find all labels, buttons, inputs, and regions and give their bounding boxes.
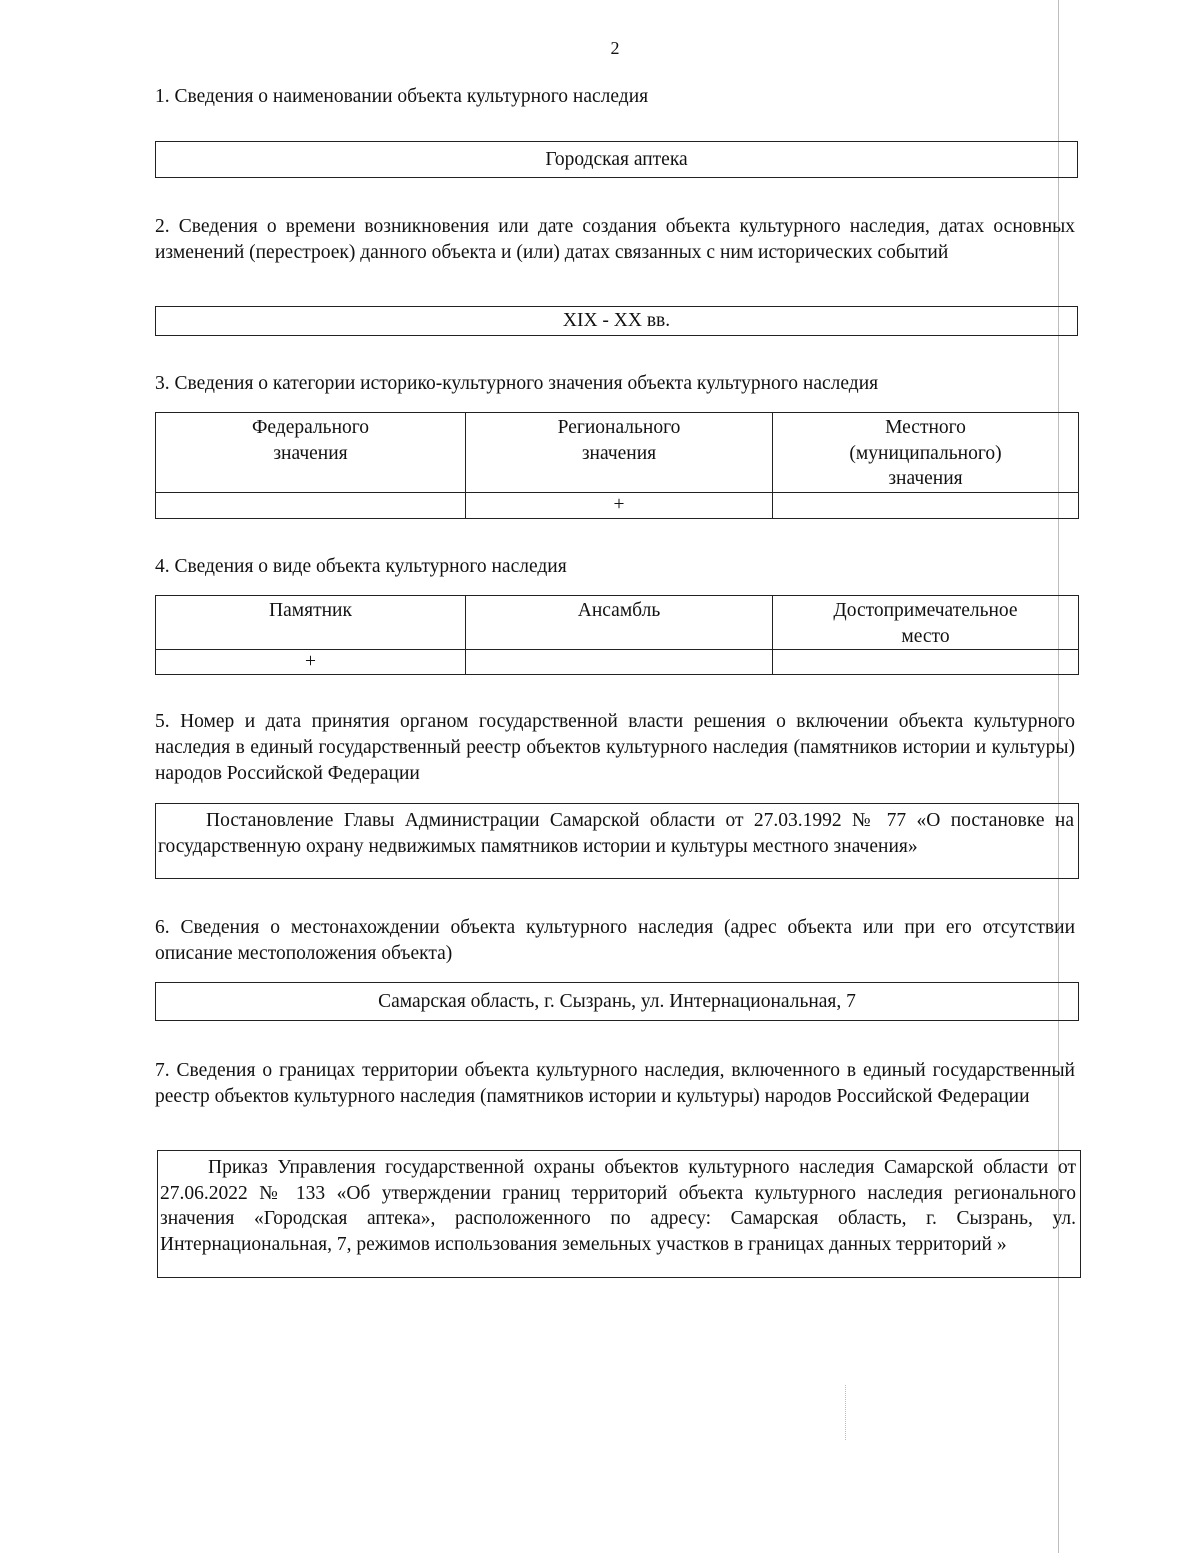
page-number: 2 [610, 38, 620, 58]
dating-value: XIX - XX вв. [562, 310, 671, 331]
type-value-landmark [773, 650, 1079, 675]
type-value-ensemble [466, 650, 773, 675]
section-7-title: 7. Сведения о границах территории объекта культурного наследия, включенного в единый государственный реестр объектов культурного наследия (памятников истории и культуры) народов Российской Федерации [155, 1060, 1075, 1107]
section-4-title: 4. Сведения о виде объекта культурного наследия [155, 556, 567, 577]
category-value-row [156, 492, 1079, 518]
section-1-title: 1. Сведения о наименовании объекта культурного наследия [155, 86, 649, 107]
type-table [155, 595, 1079, 675]
address-value: Самарская область, г. Сызрань, ул. Интернациональная, 7 [378, 990, 856, 1012]
section-7-box [157, 1150, 1081, 1278]
type-header-landmark: Достопримечательное место [773, 596, 1079, 650]
section-3-title: 3. Сведения о категории историко-культурного значения объекта культурного наследия [155, 373, 879, 394]
category-table [155, 412, 1079, 519]
category-header-local: Местного (муниципального) значения [773, 413, 1079, 493]
section-1-box [155, 141, 1078, 178]
type-header-monument: Памятник [156, 596, 466, 650]
section-6-title: 6. Сведения о местонахождении объекта культурного наследия (адрес объекта или при его отсутствии описание местоположения объекта) [155, 917, 1075, 964]
section-6-box [155, 982, 1079, 1021]
section-2-title: 2. Сведения о времени возникновения или дате создания объекта культурного наследия, датах основных изменений (перестроек) данного объекта и (или) датах связанных с ним исторических событий [155, 216, 1075, 263]
category-value-regional: + [466, 492, 773, 518]
object-name-value: Городская аптека [545, 148, 688, 170]
type-value-row [156, 650, 1079, 675]
type-value-monument: + [156, 650, 466, 675]
section-5-title: 5. Номер и дата принятия органом государственной власти решения о включении объекта культурного наследия в единый государственный реестр объектов культурного наследия (памятников истории и культуры) народов Российской Федерации [155, 711, 1075, 784]
register-decision-value: Постановление Главы Администрации Самарской области от 27.03.1992 № 77 «О постановке на государственную охрану недвижимых памятников истории и культуры местного значения» [158, 810, 1074, 857]
type-header-row [156, 596, 1079, 650]
section-5-box [155, 803, 1079, 879]
category-header-federal: Федерального значения [156, 413, 466, 493]
category-value-federal [156, 492, 466, 518]
category-header-row [156, 413, 1079, 493]
type-header-ensemble: Ансамбль [466, 596, 773, 650]
scan-artifact [845, 1385, 854, 1440]
category-header-regional: Регионального значения [466, 413, 773, 493]
boundaries-order-value: Приказ Управления государственной охраны объектов культурного наследия Самарской области от 27.06.2022 № 133 «Об утверждении границ территорий объекта культурного наследия регионального значения «Городская аптека», расположенного по адресу: Самарская область, г. Сызрань, ул. Интернациональная, 7, режимов использования земельных участков в границах данных территорий » [160, 1157, 1076, 1255]
section-2-box [155, 306, 1078, 336]
category-value-local [773, 492, 1079, 518]
